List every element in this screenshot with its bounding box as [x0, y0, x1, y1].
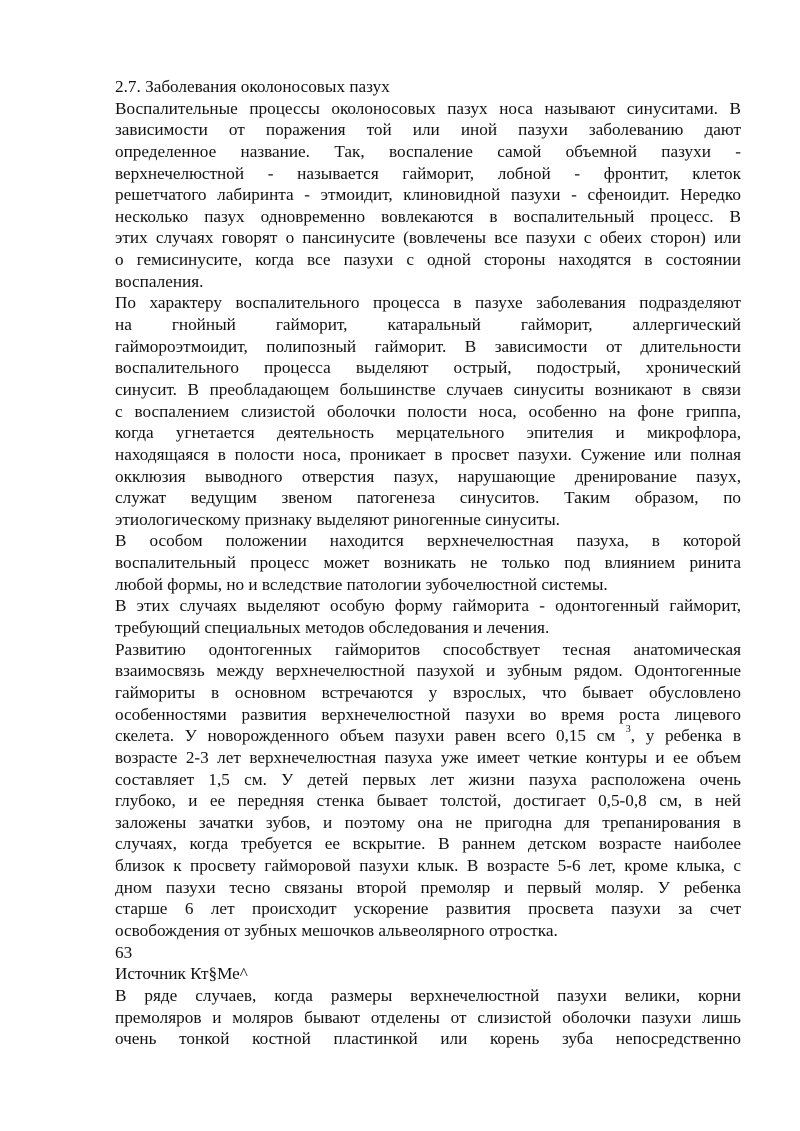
- text-line: зависимости от поражения той или иной пазухи заболеванию дают: [115, 120, 741, 140]
- text-line: глубоко, и ее передняя стенка бывает толстой, достигает 0,5-0,8 см, в ней: [115, 791, 741, 811]
- text-line: требующий специальных методов обследования и лечения.: [115, 618, 550, 638]
- text-line: [115, 725, 741, 747]
- text-line: когда угнетается деятельность мерцательного эпителия и микрофлора,: [115, 423, 741, 443]
- text-line: В особом положении находится верхнечелюстная пазуха, в которой: [115, 531, 741, 551]
- text-line: Развитию одонтогенных гайморитов способствует тесная анатомическая: [115, 639, 741, 659]
- text-line: несколько пазух одновременно вовлекаются в воспалительный процесс. В: [115, 206, 741, 226]
- text-line: 63: [115, 942, 133, 962]
- text-line: возрасте 2-3 лет верхнечелюстная пазуха уже имеет четкие контуры и ее объем: [115, 747, 741, 767]
- text-line: В ряде случаев, когда размеры верхнечелюстной пазухи велики, корни: [115, 985, 741, 1005]
- text-line: находящаяся в полости носа, проникает в просвет пазухи. Сужение или полная: [115, 444, 741, 464]
- text-line: решетчатого лабиринта - этмоидит, клиновидной пазухи - сфеноидит. Нередко: [115, 185, 741, 205]
- text-line: близок к просвету гайморовой пазухи клык. В возрасте 5-6 лет, кроме клыка, с: [115, 856, 741, 876]
- text-line: очень тонкой костной пластинкой или корень зуба непосредственно: [115, 1029, 741, 1049]
- text-line: синусит. В преобладающем большинстве случаев синуситы возникают в связи: [115, 379, 741, 399]
- text-line: гаймороэтмоидит, полипозный гайморит. В зависимости от длительности: [115, 336, 741, 356]
- text-line: взаимосвязь между верхнечелюстной пазухой и зубным рядом. Одонтогенные: [115, 661, 741, 681]
- text-line: с воспалением слизистой оболочки полости носа, особенно на фоне гриппа,: [115, 401, 741, 421]
- text-line: воспаления.: [115, 271, 204, 291]
- text-line: премоляров и моляров бывают отделены от слизистой оболочки пазухи лишь: [115, 1007, 741, 1027]
- section-heading: 2.7. Заболевания околоносовых пазух: [115, 77, 390, 96]
- text-line: По характеру воспалительного процесса в пазухе заболевания подразделяют: [115, 293, 741, 313]
- text-line: составляет 1,5 см. У детей первых лет жизни пазуха расположена очень: [115, 769, 741, 789]
- text-line: Источник Кт§Ме^: [115, 964, 248, 984]
- text-line: В этих случаях выделяют особую форму гайморита - одонтогенный гайморит,: [115, 596, 741, 616]
- text-line: старше 6 лет происходит ускорение развития просвета пазухи за счет: [115, 899, 741, 919]
- text-line: случаях, когда требуется ее вскрытие. В раннем детском возрасте наиболее: [115, 834, 741, 854]
- document-page: [115, 76, 741, 1050]
- text-line: любой формы, но и вследствие патологии зубочелюстной системы.: [115, 574, 608, 594]
- text-line: дном пазухи тесно связаны второй премоляр и первый моляр. У ребенка: [115, 877, 741, 897]
- text-line: определенное название. Так, воспаление самой объемной пазухи -: [115, 141, 741, 161]
- text-line: служат ведущим звеном патогенеза синуситов. Таким образом, по: [115, 488, 741, 508]
- text-line: этиологическому признаку выделяют риногенные синуситы.: [115, 509, 560, 529]
- text-line: заложены зачатки зубов, и поэтому она не пригодна для трепанирования в: [115, 812, 741, 832]
- text-line: Воспалительные процессы околоносовых пазух носа называют синуситами. В: [115, 98, 741, 118]
- text-fragment: , у ребенка в: [630, 726, 741, 746]
- text-line: этих случаях говорят о пансинусите (вовлечены все пазухи с обеих сторон) или: [115, 228, 741, 248]
- text-fragment: скелета. У новорожденного объем пазухи равен всего 0,15 см: [115, 726, 626, 746]
- text-line: воспалительный процесс может возникать не только под влиянием ринита: [115, 553, 741, 573]
- text-line: о гемисинусите, когда все пазухи с одной стороны находятся в состоянии: [115, 250, 741, 270]
- text-line: воспалительного процесса выделяют острый, подострый, хронический: [115, 358, 741, 378]
- text-line: на гнойный гайморит, катаральный гайморит, аллергический: [115, 315, 741, 335]
- superscript: 3: [625, 725, 631, 736]
- document-body: [115, 98, 741, 1050]
- text-line: окклюзия выводного отверстия пазух, нарушающие дренирование пазух,: [115, 466, 741, 486]
- text-line: гаймориты в основном встречаются у взрослых, что бывает обусловлено: [115, 682, 741, 702]
- text-line: особенностями развития верхнечелюстной пазухи во время роста лицевого: [115, 704, 741, 724]
- text-line: верхнечелюстной - называется гайморит, лобной - фронтит, клеток: [115, 163, 741, 183]
- text-line: освобождения от зубных мешочков альвеолярного отростка.: [115, 920, 558, 940]
